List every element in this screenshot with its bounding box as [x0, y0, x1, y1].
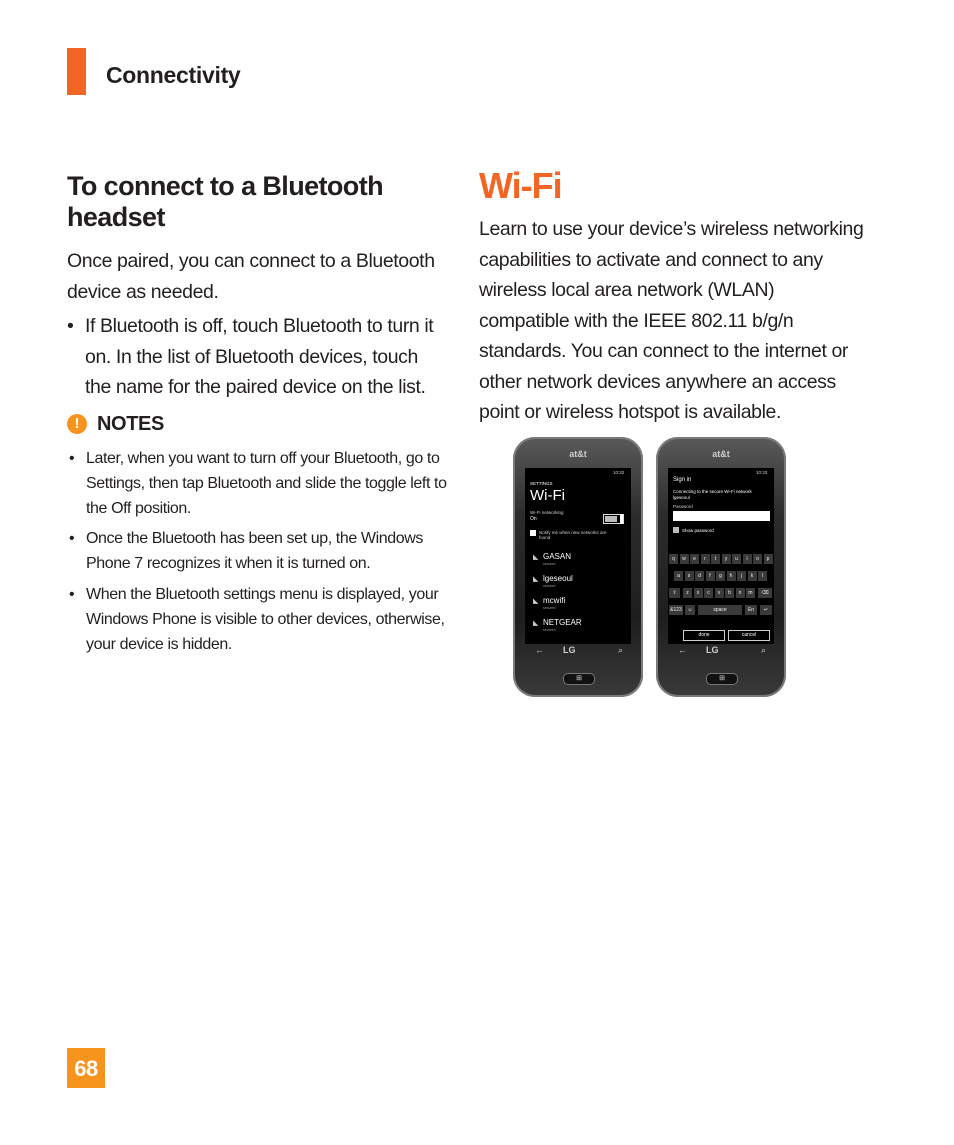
status-time: 10:32 [613, 470, 625, 475]
search-icon[interactable]: ⌕ [760, 645, 766, 655]
phone-nav-row [656, 645, 786, 661]
windows-home-button[interactable]: ⊞ [706, 673, 738, 685]
settings-label: SETTINGS [530, 481, 553, 486]
note-text: Once the Bluetooth has been set up, the Windows Phone 7 recognizes it when it is turned on. [86, 530, 423, 572]
bullet-marker: • [69, 586, 75, 603]
networking-label: Wi-Fi networking [530, 510, 564, 515]
network-name: GASAN [543, 552, 572, 561]
key[interactable]: u [732, 554, 741, 564]
key[interactable]: k [748, 571, 757, 581]
bullet-marker: • [69, 450, 75, 467]
notify-text: Notify me when new networks are found [539, 530, 607, 540]
key[interactable]: p [764, 554, 773, 564]
exclamation-icon: ! [67, 414, 87, 434]
network-item[interactable] [533, 618, 628, 638]
wifi-signal-icon: ◣ [533, 598, 539, 605]
network-name: lgeseoul [673, 495, 690, 500]
bullet-text: If Bluetooth is off, touch Bluetooth to turn it on. In the list of Bluetooth devices, touch the name for the paired device on the list. [85, 315, 434, 398]
search-icon[interactable]: ⌕ [617, 645, 623, 655]
key[interactable]: ↵ [760, 605, 772, 615]
note-text: Later, when you want to turn off your Bluetooth, go to Settings, then tap Bluetooth and slide the toggle left to the Off position. [86, 450, 447, 517]
carrier-logo: at&t [569, 449, 587, 459]
network-status: secured [543, 628, 556, 632]
wifi-signal-icon: ◣ [533, 554, 539, 561]
status-time: 10:33 [756, 470, 768, 475]
connecting-text: Connecting to the secure Wi-Fi network [673, 489, 752, 494]
bullet-marker: • [69, 530, 75, 547]
key[interactable]: z [683, 588, 692, 598]
screen-title: Sign in [673, 477, 692, 483]
wifi-heading: Wi-Fi [479, 165, 562, 206]
show-password-label: Show password [682, 528, 714, 533]
lg-logo: LG [563, 645, 576, 655]
key[interactable]: x [694, 588, 703, 598]
key[interactable]: j [737, 571, 746, 581]
key[interactable]: t [711, 554, 720, 564]
network-item[interactable] [533, 552, 628, 572]
network-item[interactable] [533, 596, 628, 616]
section-title: Connectivity [106, 62, 241, 88]
show-password-checkbox[interactable] [673, 527, 679, 533]
key[interactable]: q [669, 554, 678, 564]
network-name: NETGEAR [543, 618, 582, 627]
windows-home-button[interactable]: ⊞ [563, 673, 595, 685]
key[interactable]: ⌫ [758, 588, 772, 598]
carrier-logo: at&t [712, 449, 730, 459]
network-name: lgeseoul [543, 574, 573, 583]
key[interactable]: c [704, 588, 713, 598]
bluetooth-intro: Once paired, you can connect to a Bluetooth device as needed. [67, 250, 435, 303]
phone-screen [668, 468, 774, 644]
lg-logo: LG [706, 645, 719, 655]
key[interactable]: f [706, 571, 715, 581]
phone-wifi-settings [513, 437, 643, 697]
wifi-signal-icon: ◣ [533, 576, 539, 583]
networking-value: On [530, 516, 537, 522]
section-accent-bar [67, 48, 86, 95]
key[interactable]: En [745, 605, 757, 615]
key[interactable]: l [758, 571, 767, 581]
key[interactable]: r [701, 554, 710, 564]
key[interactable]: ☺ [685, 605, 695, 615]
wifi-body: Learn to use your device’s wireless networking capabilities to activate and connect to any wireless local area network (WLAN) compatible with the IEEE 802.11 b/g/n standards. You can connect to the internet or other network devices anywhere an access point or wireless hotspot is available. [479, 218, 864, 423]
key[interactable]: d [695, 571, 704, 581]
key[interactable]: v [715, 588, 724, 598]
key[interactable]: &123 [670, 607, 682, 613]
key[interactable]: w [680, 554, 689, 564]
note-text: When the Bluetooth settings menu is displayed, your Windows Phone is visible to other devices, otherwise, your device is hidden. [86, 586, 445, 653]
wifi-signal-icon: ◣ [533, 620, 539, 627]
key[interactable]: y [722, 554, 731, 564]
password-label: Password [673, 504, 693, 509]
network-status: secured [543, 606, 556, 610]
phone-wifi-signin [656, 437, 786, 697]
notes-label: NOTES [97, 413, 164, 435]
phone-screen [525, 468, 631, 644]
network-status: secured [543, 562, 556, 566]
key[interactable]: a [674, 571, 683, 581]
phone-nav-row [513, 645, 643, 661]
back-arrow-icon[interactable]: ← [678, 645, 687, 655]
key[interactable]: g [716, 571, 725, 581]
wifi-toggle[interactable] [603, 514, 624, 524]
key[interactable]: i [743, 554, 752, 564]
network-status: secured [543, 584, 556, 588]
key[interactable]: n [736, 588, 745, 598]
key[interactable]: s [685, 571, 694, 581]
network-name: mcwifi [543, 596, 566, 605]
key[interactable]: b [725, 588, 734, 598]
key[interactable]: o [753, 554, 762, 564]
cancel-button[interactable]: cancel [728, 630, 770, 641]
bullet-marker: • [67, 315, 74, 337]
key[interactable]: ⇧ [669, 588, 680, 598]
bluetooth-heading: To connect to a Bluetooth headset [67, 171, 383, 232]
key[interactable]: space [698, 605, 742, 615]
screen-title: Wi-Fi [530, 487, 565, 504]
key[interactable]: m [746, 588, 755, 598]
page-number: 68 [67, 1048, 105, 1088]
key[interactable]: e [690, 554, 699, 564]
network-item[interactable] [533, 574, 628, 594]
on-screen-keyboard [668, 554, 774, 624]
done-button[interactable]: done [683, 630, 725, 641]
key[interactable]: h [727, 571, 736, 581]
password-input[interactable] [673, 511, 770, 521]
back-arrow-icon[interactable]: ← [535, 645, 544, 655]
notify-checkbox[interactable] [530, 530, 536, 536]
